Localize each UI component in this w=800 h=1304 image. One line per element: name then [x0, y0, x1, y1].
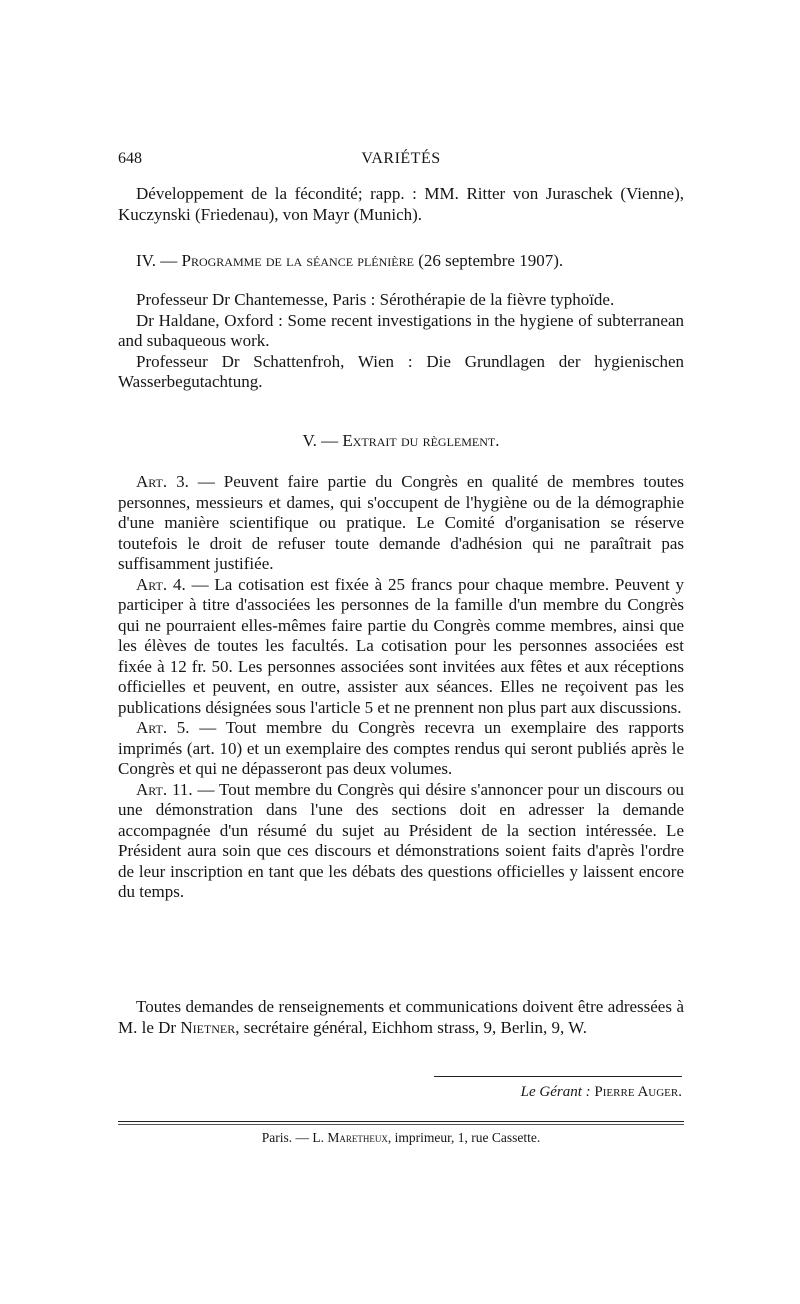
signature-name: Pierre Auger. [594, 1084, 682, 1100]
article-text: — Tout membre du Congrès qui désire s'annoncer pour un discours ou une démonstration dans l'une des sections doit en adresser la demande accompagnée d'un résumé du sujet au Président de la section intéressée. Le Président aura soin que ces discours et démonstrations soient faits d'après l'ordre de leur inscription en tant que les débats des questions officielles y laissent encore du temps. [118, 779, 684, 901]
article-paragraph [118, 472, 684, 575]
running-title: VARIÉTÉS [361, 150, 441, 167]
article-paragraph [118, 780, 684, 903]
signature-rule [434, 1076, 682, 1077]
article-label: Art. 4. [136, 574, 186, 594]
intro-block [118, 184, 684, 225]
signature-line [434, 1084, 682, 1101]
section-v-number: V. — [302, 431, 339, 450]
closing-paragraph [118, 997, 684, 1038]
programme-item: Dr Haldane, Oxford : Some recent investigations in the hygiene of subterranean and subaqueous work. [118, 310, 684, 350]
closing-text-after: , secrétaire général, Eichhom strass, 9, Berlin, 9, W. [235, 1017, 587, 1037]
article-paragraph [118, 575, 684, 719]
article-paragraph [118, 718, 684, 780]
regulation-articles [118, 472, 684, 903]
closing-block [118, 997, 684, 1038]
page-number: 648 [118, 150, 142, 167]
programme-list [118, 290, 684, 393]
section-iv-date: (26 septembre 1907). [418, 251, 564, 270]
article-text: — La cotisation est fixée à 25 francs pour chaque membre. Peuvent y participer à titre d'associées les personnes de la famille d'un membre du Congrès qui ne pourraient elles-mêmes faire partie du Congrès comme membres, ainsi que les élèves de toutes les facultés. La cotisation pour les personnes associées est fixée à 12 fr. 50. Les personnes associées sont invitées aux fêtes et aux réceptions officielles et peuvent, en outre, assister aux séances. Elles ne reçoivent pas les publications désignées sous l'article 5 et ne prennent non plus part aux discussions. [118, 574, 685, 717]
intro-paragraph: Développement de la fécondité; rapp. : MM. Ritter von Juraschek (Vienne), Kuczynski (Friedenau), von Mayr (Munich). [118, 184, 684, 224]
imprint-after: , imprimeur, 1, rue Cassette. [387, 1130, 541, 1145]
programme-item: Professeur Dr Chantemesse, Paris : Sérothérapie de la fièvre typhoïde. [136, 290, 615, 309]
programme-item: Professeur Dr Schattenfroh, Wien : Die Grundlagen der hygienischen Wasserbegutachtung. [118, 351, 684, 391]
article-label: Art. 5. [136, 718, 190, 737]
section-iv-title: Programme de la séance plénière [181, 251, 414, 270]
article-text: — Peuvent faire partie du Congrès en qualité de membres toutes personnes, messieurs et dames, qui s'occupent de l'hygiène ou de la démographie d'une manière scientifique ou pratique. Le Comité d'organisation se réserve toutefois le droit de refuser toute demande d'adhésion qui ne paraîtrait pas suffisamment justifiée. [118, 472, 685, 573]
section-iv-heading [136, 251, 684, 272]
printer-imprint [118, 1130, 684, 1146]
section-v-heading [118, 431, 684, 452]
imprint-rule [118, 1121, 684, 1122]
imprint-before: Paris. — L. [261, 1130, 324, 1145]
closing-text-before: Toutes demandes de renseignements et communications doivent être adressées à M. le Dr [118, 997, 684, 1037]
imprint-rule-secondary [118, 1124, 684, 1125]
article-label: Art. 11. [136, 779, 193, 799]
section-iv-number: IV. — [136, 251, 178, 270]
printer-name: Maretheux [327, 1130, 388, 1145]
secretary-name: Nietner [180, 1017, 236, 1037]
section-v-title: Extrait du règlement. [342, 431, 500, 450]
article-label: Art. 3. [136, 472, 189, 491]
article-text: — Tout membre du Congrès recevra un exemplaire des rapports imprimés (art. 10) et un exemplaire des comptes rendus qui seront publiés après le Congrès et qui ne dépasseront pas deux volumes. [118, 718, 685, 778]
page-header [118, 150, 684, 172]
signature-label: Le Gérant : [520, 1084, 591, 1100]
